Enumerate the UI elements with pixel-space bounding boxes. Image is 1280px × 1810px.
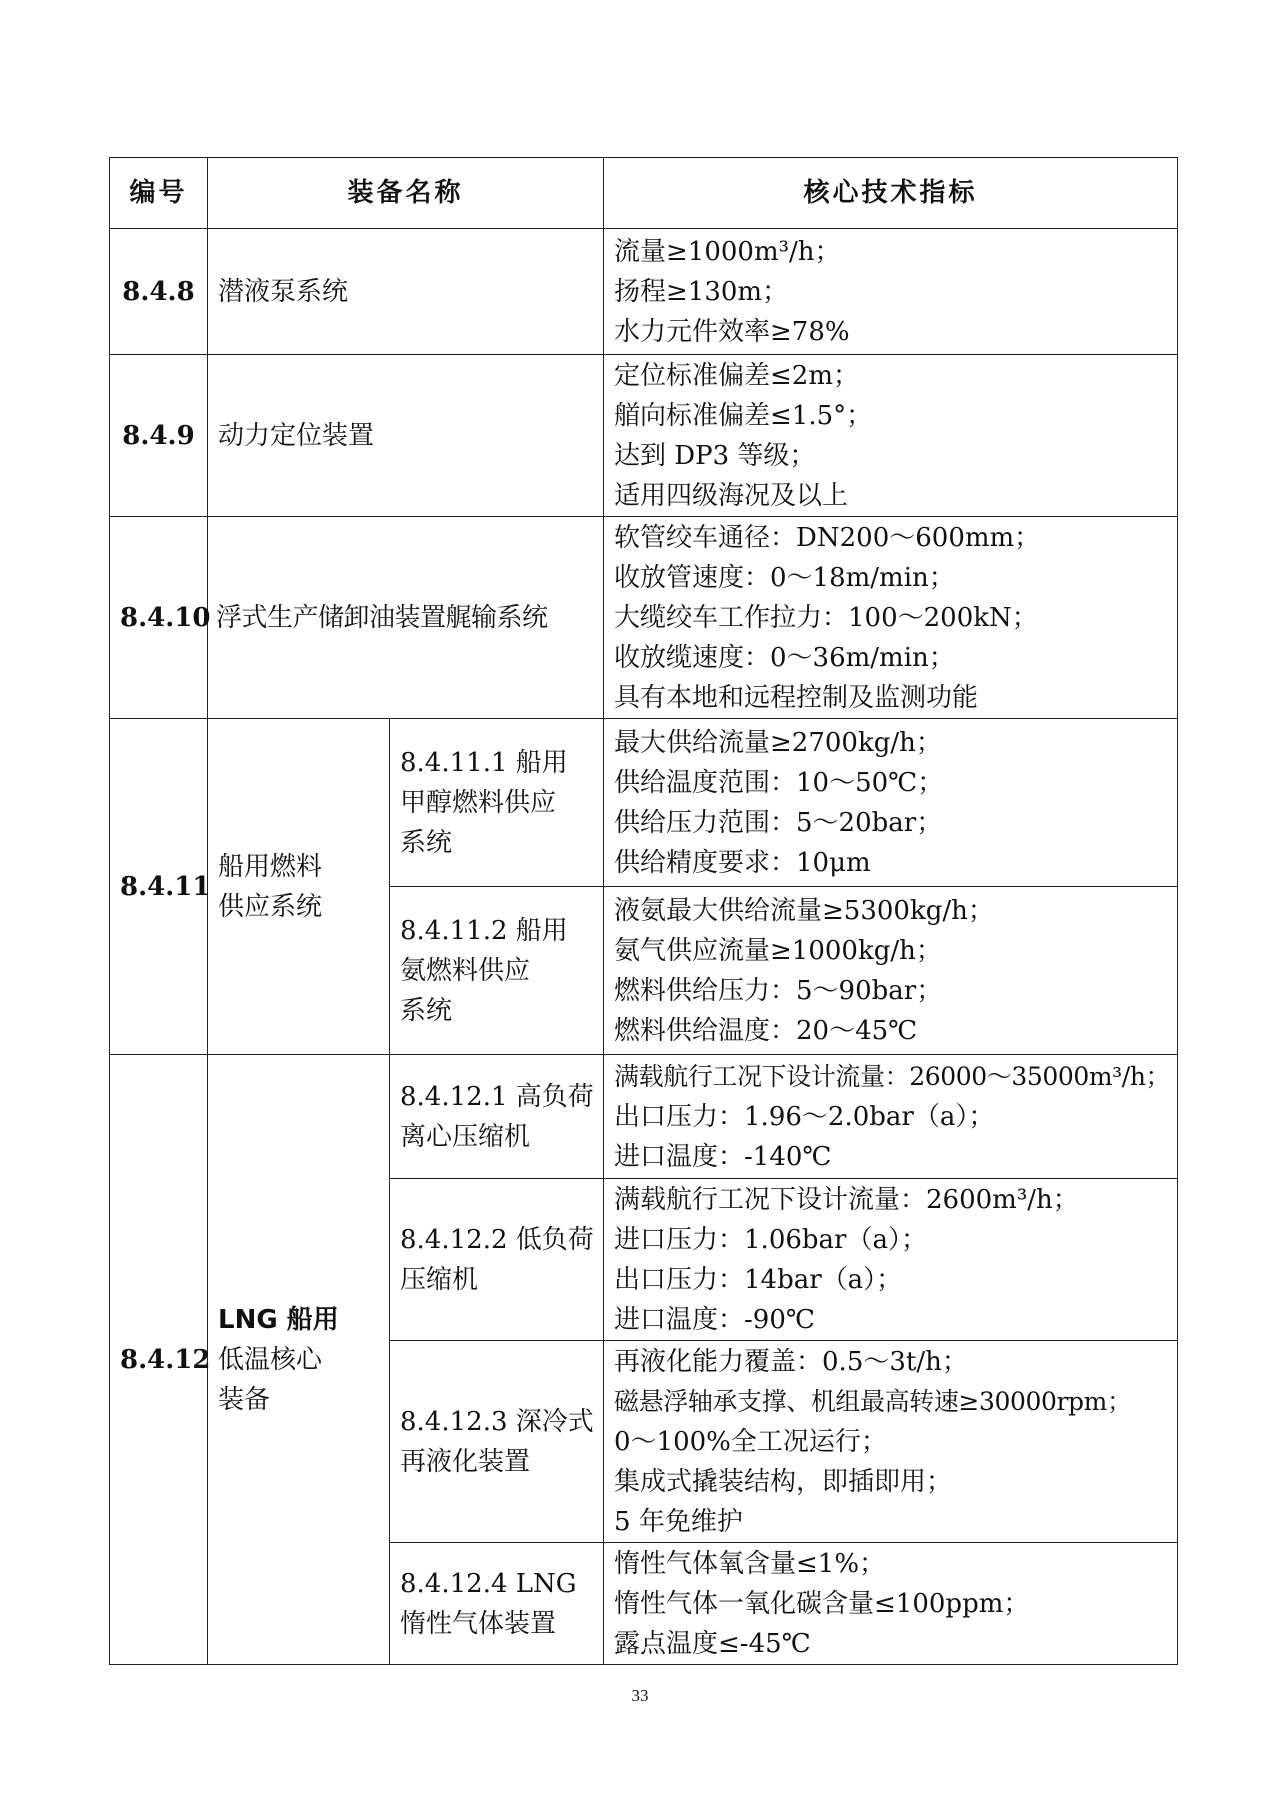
row-specs: [604, 355, 1178, 517]
name-line: 氨燃料供应: [400, 955, 531, 986]
name-line: 8.4.12.3 深冷式: [400, 1406, 594, 1437]
spec-line: 出口压力：1.96～2.0bar（a）；: [614, 1101, 995, 1132]
row-specs: [604, 1341, 1178, 1543]
sub-item-name: [390, 719, 604, 887]
spec-line: 惰性气体一氧化碳含量≤100ppm；: [614, 1588, 1030, 1619]
name-line: 系统: [400, 827, 453, 858]
spec-line: 大缆绞车工作拉力：100～200kN；: [614, 602, 1038, 633]
row-name: 浮式生产储卸油装置艉输系统: [208, 517, 604, 719]
header-name: 装备名称: [208, 158, 604, 229]
spec-line: 5 年免维护: [614, 1506, 743, 1537]
spec-line: 供给精度要求：10μm: [614, 847, 871, 878]
row-id: 8.4.9: [110, 355, 208, 517]
spec-line: 供给压力范围：5～20bar；: [614, 807, 943, 838]
spec-line: 出口压力：14bar（a）；: [614, 1264, 903, 1295]
spec-line: 收放管速度：0～18m/min；: [614, 562, 955, 593]
spec-line: 磁悬浮轴承支撑、机组最高转速≥30000rpm；: [614, 1386, 1132, 1416]
name-line: 8.4.12.2 低负荷: [400, 1224, 594, 1255]
header-specs: 核心技术指标: [604, 158, 1178, 229]
row-id: 8.4.11: [110, 719, 208, 1055]
spec-line: 满载航行工况下设计流量：26000～35000m³/h；: [614, 1061, 1171, 1091]
row-id: 8.4.12: [110, 1055, 208, 1665]
spec-line: 艏向标准偏差≤1.5°；: [614, 400, 873, 431]
row-specs: [604, 1179, 1178, 1341]
equipment-spec-table: [109, 157, 1178, 1665]
name-line: 离心压缩机: [400, 1121, 531, 1152]
table-row: [110, 1055, 1178, 1179]
spec-line: 再液化能力覆盖：0.5～3t/h；: [614, 1346, 968, 1377]
spec-line: 适用四级海况及以上: [614, 480, 849, 511]
spec-line: 进口压力：1.06bar（a）；: [614, 1224, 927, 1255]
row-specs: [604, 1055, 1178, 1179]
spec-line: 0～100%全工况运行；: [614, 1426, 887, 1457]
name-line: 再液化装置: [400, 1446, 531, 1477]
row-name: 动力定位装置: [208, 355, 604, 517]
sub-item-name: [390, 1179, 604, 1341]
name-line: 惰性气体装置: [400, 1608, 557, 1639]
spec-line: 具有本地和远程控制及监测功能: [614, 682, 979, 713]
spec-line: 氨气供应流量≥1000kg/h；: [614, 935, 942, 966]
row-specs: [604, 517, 1178, 719]
spec-line: 流量≥1000m³/h；: [614, 236, 841, 267]
spec-line: 最大供给流量≥2700kg/h；: [614, 727, 942, 758]
header-id: 编号: [110, 158, 208, 229]
sub-item-name: [390, 1055, 604, 1179]
table-row: [110, 517, 1178, 719]
page-number: 33: [631, 1686, 649, 1705]
spec-line: 水力元件效率≥78%: [614, 316, 850, 347]
name-line: 供应系统: [218, 891, 323, 922]
header-row: [110, 158, 1178, 229]
name-line: 8.4.11.2 船用: [400, 915, 568, 946]
row-name: 潜液泵系统: [208, 229, 604, 355]
name-line: 8.4.12.1 高负荷: [400, 1081, 594, 1112]
spec-line: 进口温度：-90℃: [614, 1304, 815, 1335]
spec-line: 扬程≥130m；: [614, 276, 789, 307]
name-line: 装备: [218, 1384, 271, 1415]
row-specs: [604, 719, 1178, 887]
name-line: 船用燃料: [218, 851, 323, 882]
row-specs: [604, 229, 1178, 355]
table-row: [110, 355, 1178, 517]
name-line: 压缩机: [400, 1264, 479, 1295]
name-line: LNG 船用: [218, 1304, 339, 1335]
sub-item-name: [390, 1341, 604, 1543]
row-id: 8.4.8: [110, 229, 208, 355]
table-row: [110, 719, 1178, 887]
spec-line: 露点温度≤-45℃: [614, 1628, 811, 1659]
spec-line: 惰性气体氧含量≤1%；: [614, 1548, 886, 1579]
spec-line: 燃料供给压力：5～90bar；: [614, 975, 943, 1006]
name-line: 低温核心: [218, 1344, 323, 1375]
spec-line: 燃料供给温度：20～45℃: [614, 1015, 918, 1046]
row-id: 8.4.10: [110, 517, 208, 719]
spec-line: 集成式撬装结构，即插即用；: [614, 1466, 953, 1497]
spec-line: 满载航行工况下设计流量：2600m³/h；: [614, 1184, 1079, 1215]
spec-line: 软管绞车通径：DN200～600mm；: [614, 522, 1041, 553]
spec-line: 进口温度：-140℃: [614, 1141, 832, 1172]
spec-line: 供给温度范围：10～50℃；: [614, 767, 944, 798]
sub-item-name: [390, 887, 604, 1055]
name-line: 8.4.12.4 LNG: [400, 1568, 577, 1599]
spec-line: 收放缆速度：0～36m/min；: [614, 642, 955, 673]
row-name: [208, 1055, 390, 1665]
spec-line: 定位标准偏差≤2m；: [614, 360, 859, 391]
row-specs: [604, 1543, 1178, 1665]
name-line: 8.4.11.1 船用: [400, 747, 568, 778]
spec-line: 液氨最大供给流量≥5300kg/h；: [614, 895, 994, 926]
row-specs: [604, 887, 1178, 1055]
name-line: 系统: [400, 995, 453, 1026]
sub-item-name: [390, 1543, 604, 1665]
row-name: [208, 719, 390, 1055]
name-line: 甲醇燃料供应: [400, 787, 557, 818]
table-row: [110, 229, 1178, 355]
spec-line: 达到 DP3 等级；: [614, 440, 816, 471]
